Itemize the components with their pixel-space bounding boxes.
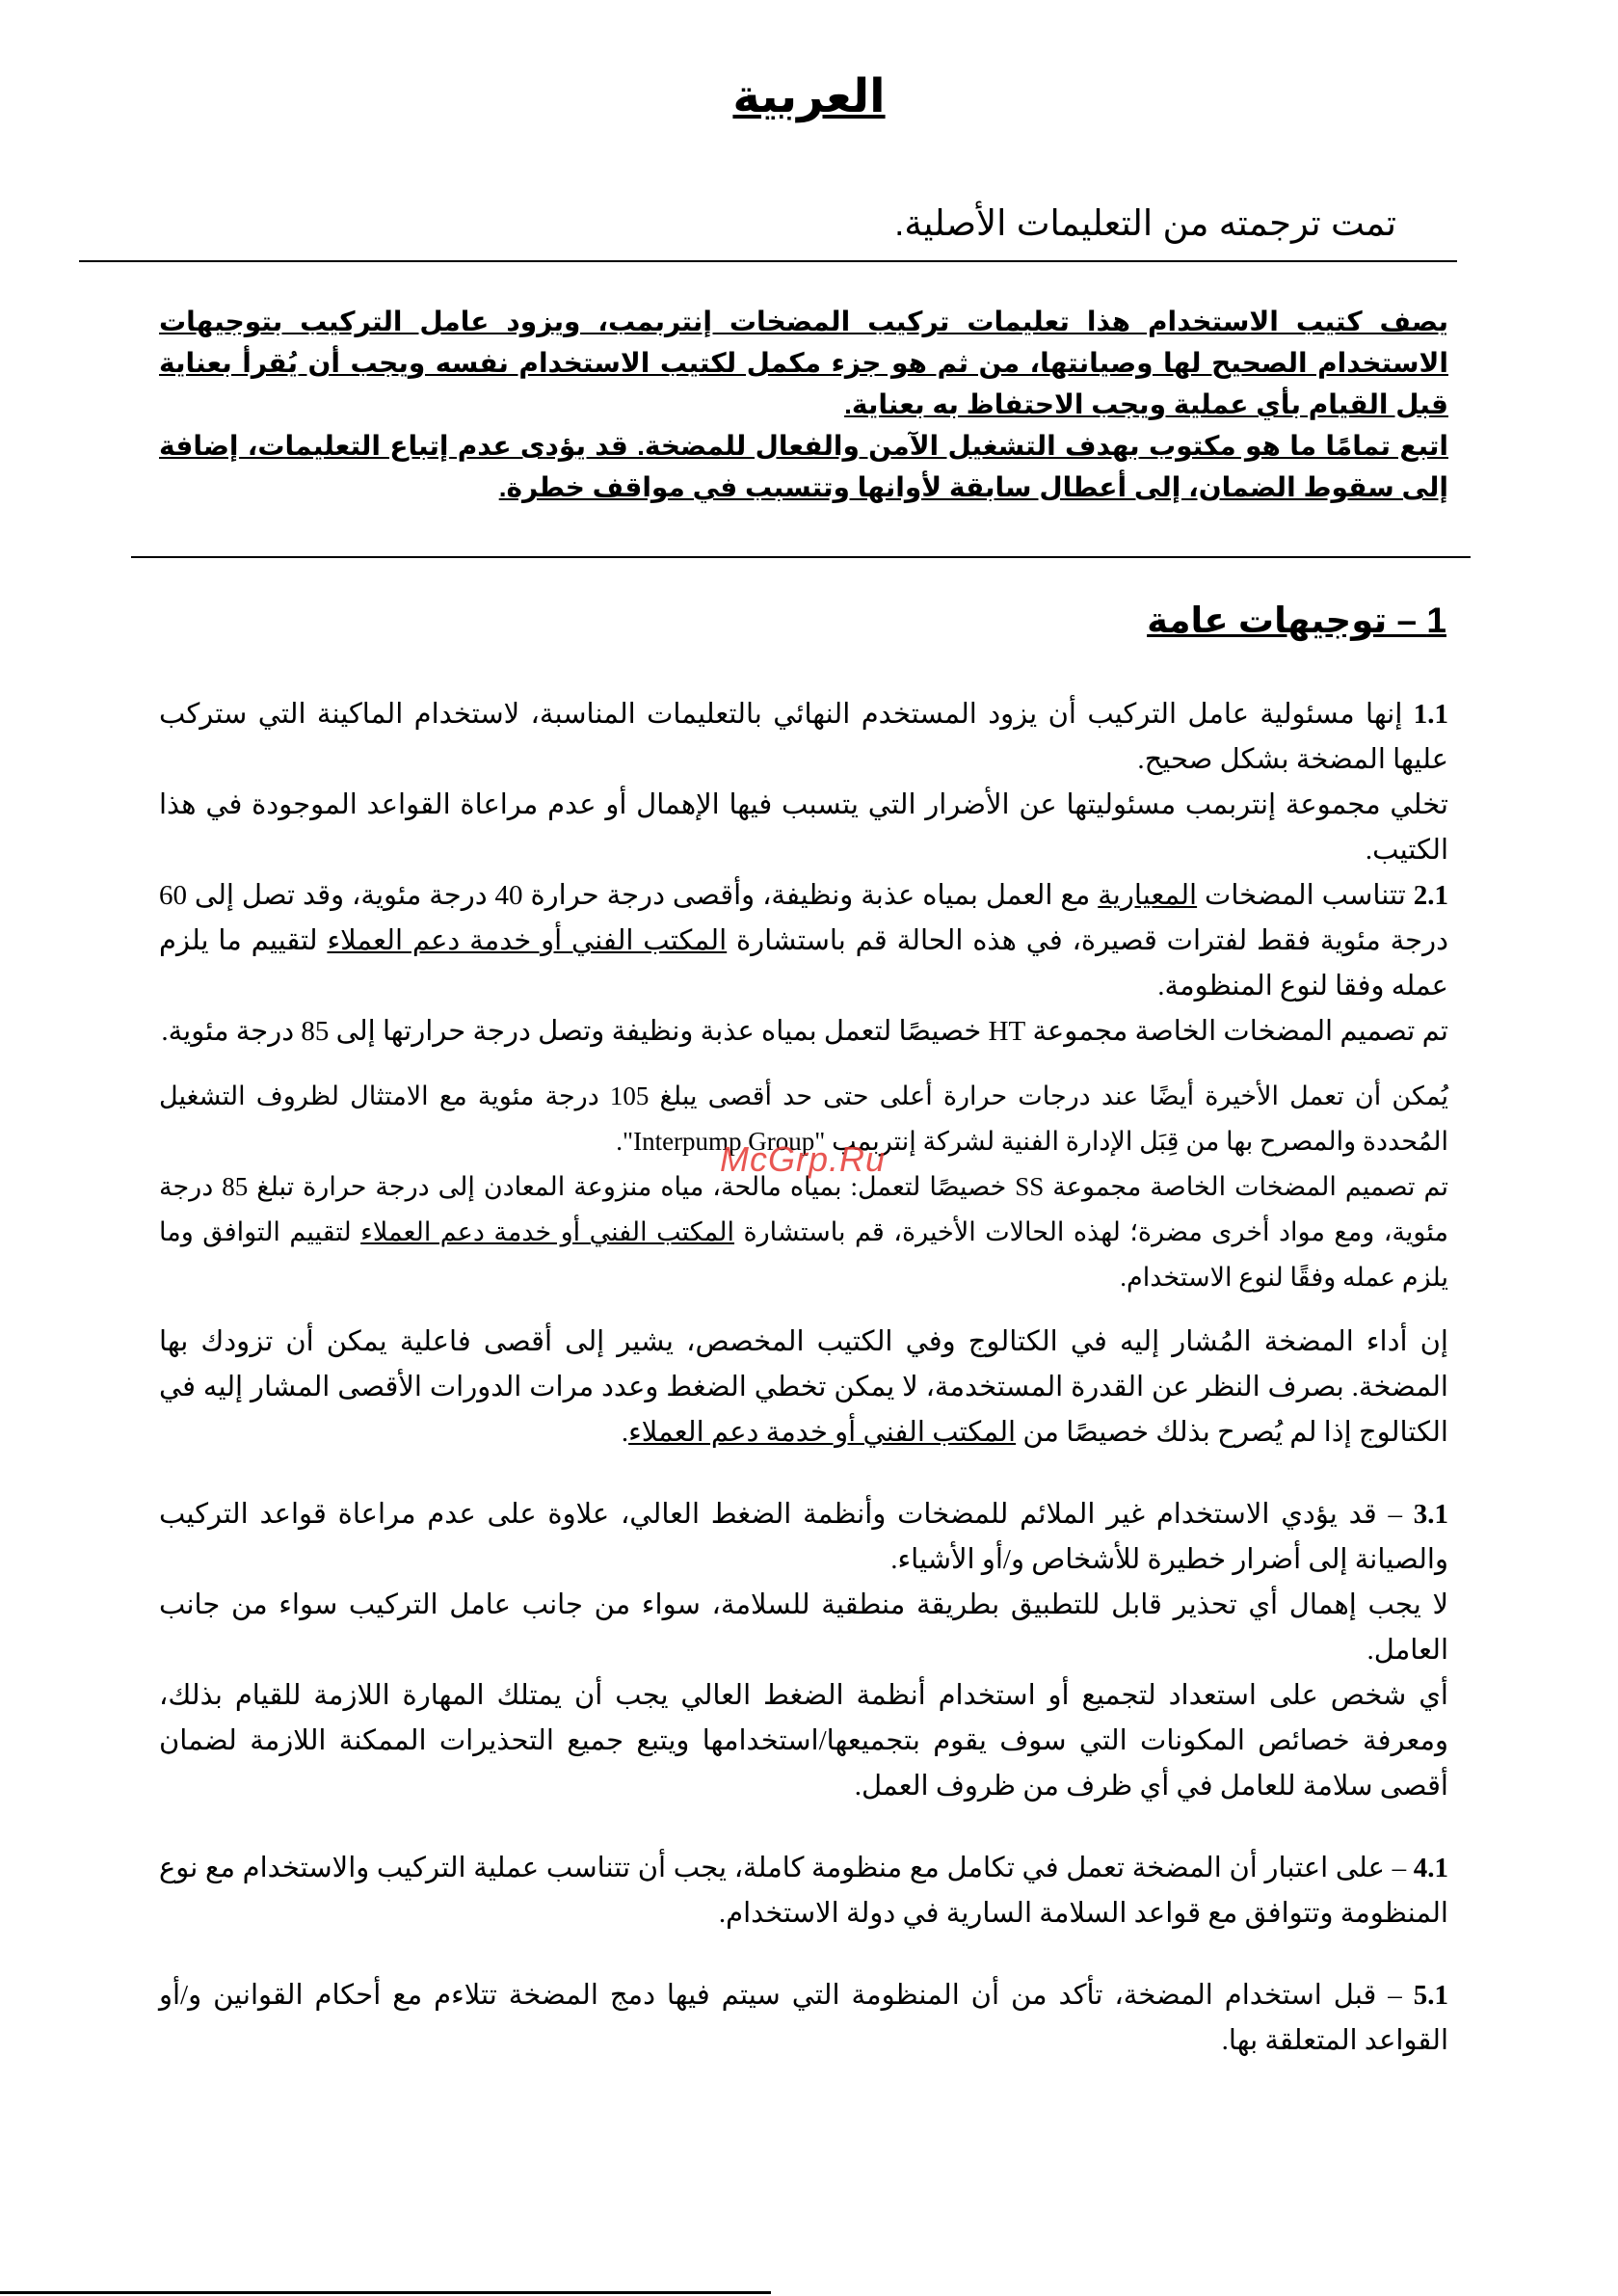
paragraph-text: لتقييم ما يلزم عمله وفقا لنوع المنظومة. — [159, 925, 1448, 1001]
paragraph-2-1-b: تم تصميم المضخات الخاصة مجموعة HT خصيصًا لتعمل بمياه عذبة ونظيفة وتصل درجة حرارتها إلى 85 درجة مئوية. — [161, 1016, 1448, 1047]
paragraph-number: 3.1 — [1413, 1499, 1448, 1530]
bottom-divider — [0, 2291, 771, 2294]
paragraph-text: – على اعتبار أن المضخة تعمل في تكامل مع منظومة كاملة، يجب أن تتناسب عملية التركيب والاستخدام مع نوع المنظومة وتتوافق مع قواعد السلامة السارية في دولة الاستخدام. — [159, 1853, 1448, 1929]
support-reference: المكتب الفني أو خدمة دعم العملاء — [327, 925, 728, 956]
page-subtitle: تمت ترجمته من التعليمات الأصلية. — [894, 203, 1396, 243]
paragraph-text: تتناسب المضخات — [1197, 880, 1414, 911]
support-reference: المكتب الفني أو خدمة دعم العملاء — [360, 1217, 735, 1246]
paragraph-5-1 — [159, 1973, 1448, 2064]
paragraph-text: إنها مسئولية عامل التركيب أن يزود المستخدم النهائي بالتعليمات المناسبة، لاستخدام الماكينة التي ستركب عليها المضخة بشكل صحيح. — [159, 699, 1448, 775]
watermark: McGrp.Ru — [720, 1139, 887, 1179]
top-divider — [79, 260, 1457, 262]
intro-paragraph-1: يصف كتيب الاستخدام هذا تعليمات تركيب المضخات إنتربمب، ويزود عامل التركيب بتوجيهات الاستخدام الصحيح لها وصيانتها، من ثم هو جزء مكمل لكتيب الاستخدام نفسه ويجب أن يُقرأ بعناية قبل القيام بأي عملية ويجب الاحتفاظ به بعناية. — [159, 307, 1448, 419]
paragraph-1-1 — [159, 692, 1448, 783]
paragraph-number: 1.1 — [1413, 699, 1448, 730]
paragraph-4-1 — [159, 1846, 1448, 1936]
paragraph-2-1-e — [159, 1320, 1448, 1455]
paragraph-number: 5.1 — [1413, 1980, 1448, 2011]
paragraph-number: 4.1 — [1413, 1853, 1448, 1883]
intro-paragraph-2: اتبع تمامًا ما هو مكتوب بهدف التشغيل الآمن والفعال للمضخة. قد يؤدى عدم إتباع التعليمات، إضافة إلى سقوط الضمان، إلى أعطال سابقة لأوانها وتتسبب في مواقف خطرة. — [159, 431, 1448, 502]
intro-notice — [159, 301, 1448, 508]
page-title: العربية — [732, 71, 886, 122]
section-body — [159, 692, 1448, 2064]
paragraph-text: تم تصميم المضخات الخاصة مجموعة SS خصيصًا لتعمل: بمياه مالحة، مياه منزوعة المعادن إلى درجة حرارة تبلغ 85 درجة مئوية، ومع مواد أخرى مضرة؛ لهذه الحالات الأخيرة، قم باستشارة — [159, 1172, 1448, 1246]
support-reference: المكتب الفني أو خدمة دعم العملاء — [628, 1417, 1017, 1448]
paragraph-2-1 — [159, 873, 1448, 1009]
paragraph-2-1-d — [159, 1164, 1448, 1300]
paragraph-text: . — [621, 1417, 629, 1448]
paragraph-text: – قبل استخدام المضخة، تأكد من أن المنظومة التي سيتم فيها دمج المضخة تتلاءم مع أحكام القوانين و/أو القواعد المتعلقة بها. — [159, 1980, 1448, 2056]
section-title: 1 – توجيهات عامة — [1147, 601, 1446, 640]
paragraph-number: 2.1 — [1413, 880, 1448, 911]
paragraph-3-1-c: أي شخص على استعداد لتجميع أو استخدام أنظمة الضغط العالي يجب أن يمتلك المهارة اللازمة للقيام بذلك، ومعرفة خصائص المكونات التي سوف يقوم بتجميعها/استخدامها ويتبع جميع التحذيرات الممكنة اللازمة لضمان أقصى سلامة للعامل في أي ظرف من ظروف العمل. — [159, 1680, 1448, 1802]
underlined-term: المعيارية — [1098, 880, 1198, 911]
paragraph-2-1-c: يُمكن أن تعمل الأخيرة أيضًا عند درجات حرارة أعلى حتى حد أقصى يبلغ 105 درجة مئوية مع الامتثال لظروف التشغيل المُحددة والمصرح بها من قِبَل الإدارة الفنية لشركة إنتربمب "Interpump Group". — [159, 1081, 1448, 1156]
paragraph-3-1-b: لا يجب إهمال أي تحذير قابل للتطبيق بطريقة منطقية للسلامة، سواء من جانب عامل التركيب سواء من جانب العامل. — [159, 1589, 1448, 1666]
intro-divider — [131, 556, 1471, 558]
paragraph-text: – قد يؤدي الاستخدام غير الملائم للمضخات وأنظمة الضغط العالي، علاوة على عدم مراعاة قواعد التركيب والصيانة إلى أضرار خطيرة للأشخاص و/أو الأشياء. — [159, 1499, 1448, 1575]
paragraph-1-1-b: تخلي مجموعة إنتربمب مسئوليتها عن الأضرار التي يتسبب فيها الإهمال أو عدم مراعاة القواعد الموجودة في هذا الكتيب. — [159, 789, 1448, 866]
paragraph-text: لتقييم التوافق وما يلزم عمله وفقًا لنوع الاستخدام. — [159, 1217, 1448, 1292]
paragraph-3-1 — [159, 1492, 1448, 1583]
paragraph-text: إن أداء المضخة المُشار إليه في الكتالوج وفي الكتيب المخصص، يشير إلى أقصى فاعلية يمكن أن تزودك بها المضخة. بصرف النظر عن القدرة المستخدمة، لا يمكن تخطي الضغط وعدد مرات الدورات الأقصى المشار إليه في الكتالوج إذا لم يُصرح بذلك خصيصًا من — [159, 1326, 1448, 1448]
paragraph-text: مع العمل بمياه عذبة ونظيفة، وأقصى درجة حرارة 40 درجة مئوية، وقد تصل إلى 60 درجة مئوية فقط لفترات قصيرة، في هذه الحالة قم باستشارة — [159, 880, 1448, 956]
